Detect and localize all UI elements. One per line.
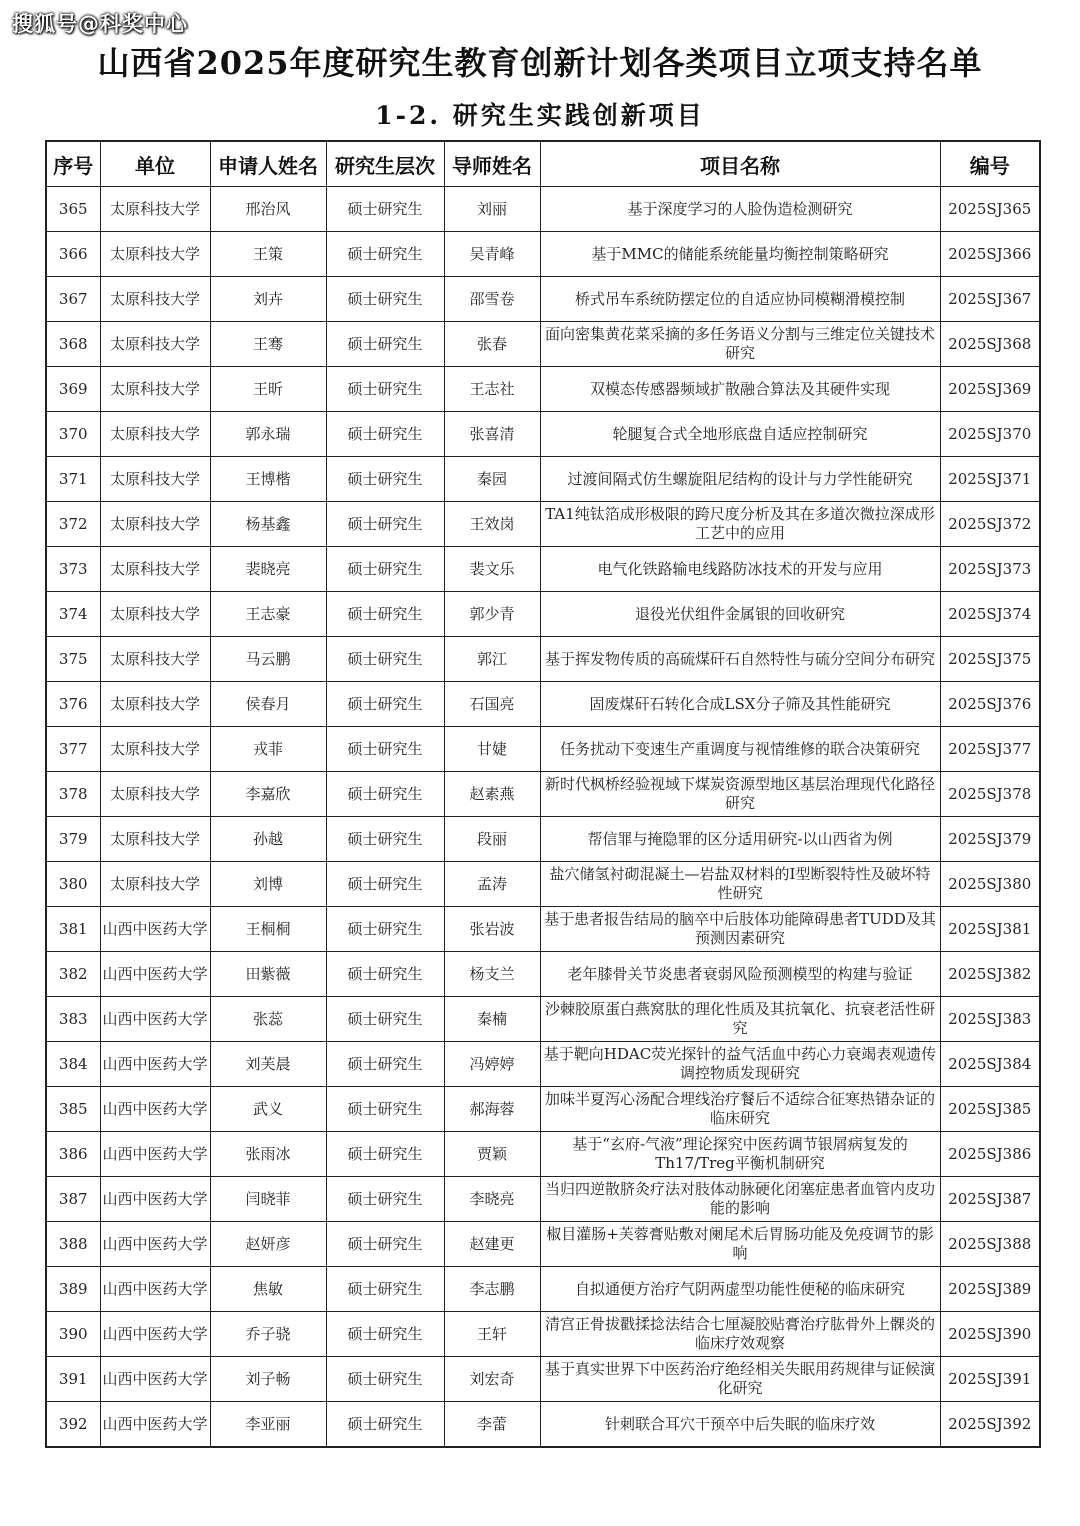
code-cell: 2025SJ366 bbox=[940, 232, 1040, 277]
unit-cell: 山西中医药大学 bbox=[100, 1312, 210, 1357]
supervisor-cell: 王志社 bbox=[444, 367, 540, 412]
supervisor-cell: 张喜清 bbox=[444, 412, 540, 457]
code-cell: 2025SJ372 bbox=[940, 502, 1040, 547]
supervisor-cell: 张春 bbox=[444, 322, 540, 367]
unit-cell: 山西中医药大学 bbox=[100, 1357, 210, 1402]
unit-cell: 太原科技大学 bbox=[100, 277, 210, 322]
applicant-cell: 王昕 bbox=[210, 367, 326, 412]
index-cell: 377 bbox=[46, 727, 100, 772]
index-cell: 384 bbox=[46, 1042, 100, 1087]
index-cell: 366 bbox=[46, 232, 100, 277]
unit-cell: 山西中医药大学 bbox=[100, 907, 210, 952]
code-cell: 2025SJ386 bbox=[940, 1132, 1040, 1177]
unit-cell: 太原科技大学 bbox=[100, 457, 210, 502]
level-cell: 硕士研究生 bbox=[326, 952, 444, 997]
index-cell: 388 bbox=[46, 1222, 100, 1267]
supervisor-cell: 李志鹏 bbox=[444, 1267, 540, 1312]
table-row bbox=[46, 907, 1040, 952]
table-row bbox=[46, 817, 1040, 862]
table-row bbox=[46, 637, 1040, 682]
index-cell: 392 bbox=[46, 1402, 100, 1448]
level-cell: 硕士研究生 bbox=[326, 682, 444, 727]
code-cell: 2025SJ384 bbox=[940, 1042, 1040, 1087]
table-row bbox=[46, 952, 1040, 997]
project-list-table bbox=[45, 140, 1041, 1448]
project-name-cell: 基于患者报告结局的脑卒中后肢体功能障碍患者TUDD及其预测因素研究 bbox=[540, 907, 940, 952]
index-cell: 391 bbox=[46, 1357, 100, 1402]
code-cell: 2025SJ371 bbox=[940, 457, 1040, 502]
code-cell: 2025SJ383 bbox=[940, 997, 1040, 1042]
supervisor-cell: 石国亮 bbox=[444, 682, 540, 727]
unit-cell: 山西中医药大学 bbox=[100, 1177, 210, 1222]
supervisor-cell: 段丽 bbox=[444, 817, 540, 862]
applicant-cell: 刘卉 bbox=[210, 277, 326, 322]
index-cell: 389 bbox=[46, 1267, 100, 1312]
project-name-cell: 新时代枫桥经验视域下煤炭资源型地区基层治理现代化路径研究 bbox=[540, 772, 940, 817]
table-row bbox=[46, 457, 1040, 502]
project-name-cell: 面向密集黄花菜采摘的多任务语义分割与三维定位关键技术研究 bbox=[540, 322, 940, 367]
supervisor-cell: 赵素燕 bbox=[444, 772, 540, 817]
code-cell: 2025SJ388 bbox=[940, 1222, 1040, 1267]
unit-cell: 太原科技大学 bbox=[100, 862, 210, 907]
supervisor-cell: 孟涛 bbox=[444, 862, 540, 907]
header-applicant: 申请人姓名 bbox=[210, 141, 326, 187]
table-row bbox=[46, 1312, 1040, 1357]
level-cell: 硕士研究生 bbox=[326, 727, 444, 772]
unit-cell: 山西中医药大学 bbox=[100, 1087, 210, 1132]
project-name-cell: 桥式吊车系统防摆定位的自适应协同模糊滑模控制 bbox=[540, 277, 940, 322]
applicant-cell: 王桐桐 bbox=[210, 907, 326, 952]
index-cell: 380 bbox=[46, 862, 100, 907]
applicant-cell: 李亚丽 bbox=[210, 1402, 326, 1448]
header-supervisor: 导师姓名 bbox=[444, 141, 540, 187]
level-cell: 硕士研究生 bbox=[326, 862, 444, 907]
unit-cell: 太原科技大学 bbox=[100, 682, 210, 727]
applicant-cell: 闫晓菲 bbox=[210, 1177, 326, 1222]
supervisor-cell: 李蕾 bbox=[444, 1402, 540, 1448]
header-level: 研究生层次 bbox=[326, 141, 444, 187]
level-cell: 硕士研究生 bbox=[326, 502, 444, 547]
code-cell: 2025SJ375 bbox=[940, 637, 1040, 682]
code-cell: 2025SJ377 bbox=[940, 727, 1040, 772]
project-name-cell: 沙棘胶原蛋白燕窝肽的理化性质及其抗氧化、抗衰老活性研究 bbox=[540, 997, 940, 1042]
code-cell: 2025SJ391 bbox=[940, 1357, 1040, 1402]
project-name-cell: 基于深度学习的人脸伪造检测研究 bbox=[540, 187, 940, 232]
code-cell: 2025SJ379 bbox=[940, 817, 1040, 862]
applicant-cell: 戎菲 bbox=[210, 727, 326, 772]
unit-cell: 太原科技大学 bbox=[100, 322, 210, 367]
project-name-cell: 固废煤矸石转化合成LSX分子筛及其性能研究 bbox=[540, 682, 940, 727]
applicant-cell: 田紫薇 bbox=[210, 952, 326, 997]
project-name-cell: 盐穴储氢衬砌混凝土—岩盐双材料的I型断裂特性及破坏特性研究 bbox=[540, 862, 940, 907]
supervisor-cell: 郭少青 bbox=[444, 592, 540, 637]
code-cell: 2025SJ368 bbox=[940, 322, 1040, 367]
project-name-cell: 基于“玄府-气液”理论探究中医药调节银屑病复发的Th17/Treg平衡机制研究 bbox=[540, 1132, 940, 1177]
table-row bbox=[46, 1267, 1040, 1312]
index-cell: 373 bbox=[46, 547, 100, 592]
table-row bbox=[46, 547, 1040, 592]
supervisor-cell: 贾颖 bbox=[444, 1132, 540, 1177]
table-row bbox=[46, 1042, 1040, 1087]
table-header-row bbox=[46, 141, 1040, 187]
supervisor-cell: 甘婕 bbox=[444, 727, 540, 772]
supervisor-cell: 杨支兰 bbox=[444, 952, 540, 997]
table-row bbox=[46, 1132, 1040, 1177]
table-row bbox=[46, 592, 1040, 637]
table-body bbox=[46, 187, 1040, 1448]
supervisor-cell: 秦楠 bbox=[444, 997, 540, 1042]
applicant-cell: 张蕊 bbox=[210, 997, 326, 1042]
level-cell: 硕士研究生 bbox=[326, 592, 444, 637]
index-cell: 381 bbox=[46, 907, 100, 952]
applicant-cell: 郭永瑞 bbox=[210, 412, 326, 457]
supervisor-cell: 郝海蓉 bbox=[444, 1087, 540, 1132]
unit-cell: 山西中医药大学 bbox=[100, 1132, 210, 1177]
project-name-cell: 加味半夏泻心汤配合埋线治疗餐后不适综合征寒热错杂证的临床研究 bbox=[540, 1087, 940, 1132]
project-name-cell: 电气化铁路输电线路防冰技术的开发与应用 bbox=[540, 547, 940, 592]
table-row bbox=[46, 997, 1040, 1042]
unit-cell: 太原科技大学 bbox=[100, 817, 210, 862]
table-row bbox=[46, 1357, 1040, 1402]
table-row bbox=[46, 862, 1040, 907]
index-cell: 379 bbox=[46, 817, 100, 862]
table-row bbox=[46, 682, 1040, 727]
level-cell: 硕士研究生 bbox=[326, 187, 444, 232]
applicant-cell: 刘子畅 bbox=[210, 1357, 326, 1402]
table-row bbox=[46, 322, 1040, 367]
level-cell: 硕士研究生 bbox=[326, 322, 444, 367]
code-cell: 2025SJ365 bbox=[940, 187, 1040, 232]
index-cell: 386 bbox=[46, 1132, 100, 1177]
unit-cell: 太原科技大学 bbox=[100, 187, 210, 232]
applicant-cell: 侯春月 bbox=[210, 682, 326, 727]
level-cell: 硕士研究生 bbox=[326, 907, 444, 952]
applicant-cell: 马云鹏 bbox=[210, 637, 326, 682]
code-cell: 2025SJ378 bbox=[940, 772, 1040, 817]
level-cell: 硕士研究生 bbox=[326, 232, 444, 277]
project-name-cell: 任务扰动下变速生产重调度与视情维修的联合决策研究 bbox=[540, 727, 940, 772]
project-name-cell: 基于真实世界下中医药治疗绝经相关失眠用药规律与证候演化研究 bbox=[540, 1357, 940, 1402]
level-cell: 硕士研究生 bbox=[326, 1177, 444, 1222]
level-cell: 硕士研究生 bbox=[326, 1132, 444, 1177]
level-cell: 硕士研究生 bbox=[326, 817, 444, 862]
unit-cell: 山西中医药大学 bbox=[100, 997, 210, 1042]
supervisor-cell: 王效岗 bbox=[444, 502, 540, 547]
code-cell: 2025SJ376 bbox=[940, 682, 1040, 727]
unit-cell: 太原科技大学 bbox=[100, 232, 210, 277]
table-row bbox=[46, 187, 1040, 232]
index-cell: 372 bbox=[46, 502, 100, 547]
code-cell: 2025SJ389 bbox=[940, 1267, 1040, 1312]
unit-cell: 山西中医药大学 bbox=[100, 1402, 210, 1448]
code-cell: 2025SJ369 bbox=[940, 367, 1040, 412]
code-cell: 2025SJ382 bbox=[940, 952, 1040, 997]
level-cell: 硕士研究生 bbox=[326, 637, 444, 682]
code-cell: 2025SJ380 bbox=[940, 862, 1040, 907]
code-cell: 2025SJ385 bbox=[940, 1087, 1040, 1132]
applicant-cell: 乔子骁 bbox=[210, 1312, 326, 1357]
level-cell: 硕士研究生 bbox=[326, 1042, 444, 1087]
unit-cell: 山西中医药大学 bbox=[100, 952, 210, 997]
code-cell: 2025SJ387 bbox=[940, 1177, 1040, 1222]
applicant-cell: 张雨冰 bbox=[210, 1132, 326, 1177]
supervisor-cell: 王轩 bbox=[444, 1312, 540, 1357]
table-row bbox=[46, 1177, 1040, 1222]
level-cell: 硕士研究生 bbox=[326, 457, 444, 502]
level-cell: 硕士研究生 bbox=[326, 997, 444, 1042]
level-cell: 硕士研究生 bbox=[326, 1222, 444, 1267]
index-cell: 385 bbox=[46, 1087, 100, 1132]
project-name-cell: 过渡间隔式仿生螺旋阻尼结构的设计与力学性能研究 bbox=[540, 457, 940, 502]
applicant-cell: 裴晓亮 bbox=[210, 547, 326, 592]
table-row bbox=[46, 1087, 1040, 1132]
table-row bbox=[46, 1222, 1040, 1267]
level-cell: 硕士研究生 bbox=[326, 1312, 444, 1357]
project-name-cell: TA1纯钛箔成形极限的跨尺度分析及其在多道次微拉深成形工艺中的应用 bbox=[540, 502, 940, 547]
code-cell: 2025SJ374 bbox=[940, 592, 1040, 637]
applicant-cell: 李嘉欣 bbox=[210, 772, 326, 817]
code-cell: 2025SJ367 bbox=[940, 277, 1040, 322]
level-cell: 硕士研究生 bbox=[326, 1267, 444, 1312]
unit-cell: 太原科技大学 bbox=[100, 637, 210, 682]
level-cell: 硕士研究生 bbox=[326, 1402, 444, 1448]
applicant-cell: 邢治风 bbox=[210, 187, 326, 232]
index-cell: 371 bbox=[46, 457, 100, 502]
table-row bbox=[46, 727, 1040, 772]
code-cell: 2025SJ392 bbox=[940, 1402, 1040, 1448]
project-name-cell: 自拟通便方治疗气阴两虚型功能性便秘的临床研究 bbox=[540, 1267, 940, 1312]
table-row bbox=[46, 412, 1040, 457]
supervisor-cell: 赵建更 bbox=[444, 1222, 540, 1267]
table-row bbox=[46, 232, 1040, 277]
applicant-cell: 赵妍彦 bbox=[210, 1222, 326, 1267]
index-cell: 369 bbox=[46, 367, 100, 412]
index-cell: 387 bbox=[46, 1177, 100, 1222]
project-name-cell: 轮腿复合式全地形底盘自适应控制研究 bbox=[540, 412, 940, 457]
level-cell: 硕士研究生 bbox=[326, 367, 444, 412]
header-project-name: 项目名称 bbox=[540, 141, 940, 187]
level-cell: 硕士研究生 bbox=[326, 412, 444, 457]
unit-cell: 太原科技大学 bbox=[100, 772, 210, 817]
code-cell: 2025SJ370 bbox=[940, 412, 1040, 457]
applicant-cell: 王骞 bbox=[210, 322, 326, 367]
index-cell: 368 bbox=[46, 322, 100, 367]
project-name-cell: 基于靶向HDAC荧光探针的益气活血中药心力衰竭表观遗传调控物质发现研究 bbox=[540, 1042, 940, 1087]
level-cell: 硕士研究生 bbox=[326, 277, 444, 322]
project-name-cell: 基于MMC的储能系统能量均衡控制策略研究 bbox=[540, 232, 940, 277]
project-name-cell: 双模态传感器频域扩散融合算法及其硬件实现 bbox=[540, 367, 940, 412]
supervisor-cell: 李晓亮 bbox=[444, 1177, 540, 1222]
unit-cell: 山西中医药大学 bbox=[100, 1222, 210, 1267]
index-cell: 375 bbox=[46, 637, 100, 682]
header-code: 编号 bbox=[940, 141, 1040, 187]
project-name-cell: 退役光伏组件金属银的回收研究 bbox=[540, 592, 940, 637]
table-row bbox=[46, 367, 1040, 412]
table-row bbox=[46, 277, 1040, 322]
table-row bbox=[46, 502, 1040, 547]
supervisor-cell: 吴青峰 bbox=[444, 232, 540, 277]
applicant-cell: 杨基鑫 bbox=[210, 502, 326, 547]
applicant-cell: 孙越 bbox=[210, 817, 326, 862]
index-cell: 376 bbox=[46, 682, 100, 727]
project-name-cell: 针刺联合耳穴干预卒中后失眠的临床疗效 bbox=[540, 1402, 940, 1448]
project-name-cell: 基于挥发物传质的高硫煤矸石自然特性与硫分空间分布研究 bbox=[540, 637, 940, 682]
index-cell: 370 bbox=[46, 412, 100, 457]
index-cell: 378 bbox=[46, 772, 100, 817]
unit-cell: 太原科技大学 bbox=[100, 412, 210, 457]
document-title: 山西省2025年度研究生教育创新计划各类项目立项支持名单 bbox=[97, 44, 983, 82]
applicant-cell: 刘博 bbox=[210, 862, 326, 907]
unit-cell: 太原科技大学 bbox=[100, 502, 210, 547]
level-cell: 硕士研究生 bbox=[326, 1357, 444, 1402]
applicant-cell: 武义 bbox=[210, 1087, 326, 1132]
index-cell: 383 bbox=[46, 997, 100, 1042]
index-cell: 365 bbox=[46, 187, 100, 232]
table-row bbox=[46, 1402, 1040, 1448]
code-cell: 2025SJ390 bbox=[940, 1312, 1040, 1357]
applicant-cell: 王博楷 bbox=[210, 457, 326, 502]
supervisor-cell: 刘丽 bbox=[444, 187, 540, 232]
applicant-cell: 刘芙晨 bbox=[210, 1042, 326, 1087]
project-name-cell: 当归四逆散脐灸疗法对肢体动脉硬化闭塞症患者血管内皮功能的影响 bbox=[540, 1177, 940, 1222]
index-cell: 374 bbox=[46, 592, 100, 637]
supervisor-cell: 郭江 bbox=[444, 637, 540, 682]
unit-cell: 太原科技大学 bbox=[100, 727, 210, 772]
supervisor-cell: 张岩波 bbox=[444, 907, 540, 952]
project-name-cell: 帮信罪与掩隐罪的区分适用研究-以山西省为例 bbox=[540, 817, 940, 862]
code-cell: 2025SJ373 bbox=[940, 547, 1040, 592]
level-cell: 硕士研究生 bbox=[326, 772, 444, 817]
document-subtitle: 1-2. 研究生实践创新项目 bbox=[375, 101, 705, 130]
index-cell: 382 bbox=[46, 952, 100, 997]
applicant-cell: 焦敏 bbox=[210, 1267, 326, 1312]
index-cell: 390 bbox=[46, 1312, 100, 1357]
level-cell: 硕士研究生 bbox=[326, 1087, 444, 1132]
code-cell: 2025SJ381 bbox=[940, 907, 1040, 952]
unit-cell: 太原科技大学 bbox=[100, 367, 210, 412]
unit-cell: 山西中医药大学 bbox=[100, 1267, 210, 1312]
header-index: 序号 bbox=[46, 141, 100, 187]
project-name-cell: 清宫正骨拔戳揉捻法结合七厘凝胶贴膏治疗肱骨外上髁炎的临床疗效观察 bbox=[540, 1312, 940, 1357]
supervisor-cell: 裴文乐 bbox=[444, 547, 540, 592]
applicant-cell: 王策 bbox=[210, 232, 326, 277]
unit-cell: 太原科技大学 bbox=[100, 592, 210, 637]
supervisor-cell: 邵雪卷 bbox=[444, 277, 540, 322]
project-name-cell: 椒目灌肠+芙蓉膏贴敷对阑尾术后胃肠功能及免疫调节的影响 bbox=[540, 1222, 940, 1267]
table-row bbox=[46, 772, 1040, 817]
header-unit: 单位 bbox=[100, 141, 210, 187]
supervisor-cell: 刘宏奇 bbox=[444, 1357, 540, 1402]
level-cell: 硕士研究生 bbox=[326, 547, 444, 592]
unit-cell: 山西中医药大学 bbox=[100, 1042, 210, 1087]
supervisor-cell: 冯婷婷 bbox=[444, 1042, 540, 1087]
unit-cell: 太原科技大学 bbox=[100, 547, 210, 592]
applicant-cell: 王志豪 bbox=[210, 592, 326, 637]
index-cell: 367 bbox=[46, 277, 100, 322]
watermark-text: 搜狐号@科奖中心 bbox=[12, 12, 188, 36]
project-name-cell: 老年膝骨关节炎患者衰弱风险预测模型的构建与验证 bbox=[540, 952, 940, 997]
supervisor-cell: 秦园 bbox=[444, 457, 540, 502]
